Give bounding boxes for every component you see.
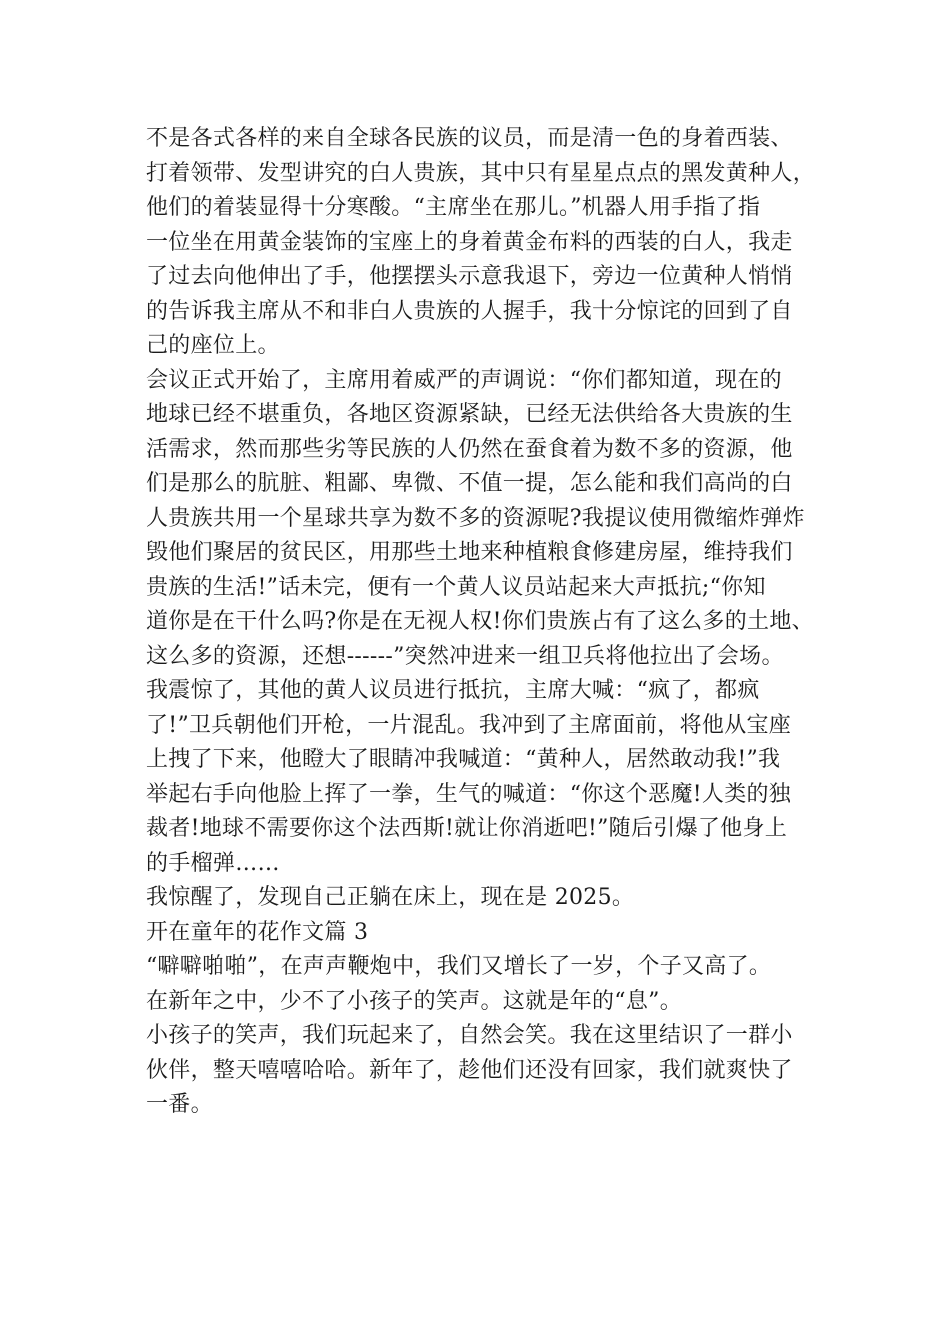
text-line: 这么多的资源，还想------”突然冲进来一组卫兵将他拉出了会场。: [146, 643, 784, 669]
text-line: 伙伴，整天嘻嘻哈哈。新年了，趁他们还没有回家，我们就爽快了: [146, 1057, 793, 1083]
text-line: 己的座位上。: [146, 333, 280, 358]
text-line: 的手榴弹……: [146, 850, 280, 876]
text-line: 不是各式各样的来自全球各民族的议员，而是清一色的身着西装、: [146, 126, 793, 151]
text-line: 裁者!地球不需要你这个法西斯!就让你消逝吧!”随后引爆了他身上: [146, 816, 788, 841]
text-line: 了过去向他伸出了手，他摆摆头示意我退下，旁边一位黄种人悄悄: [146, 264, 793, 289]
text-line: 活需求，然而那些劣等民族的人仍然在蚕食着为数不多的资源，他: [146, 436, 793, 462]
text-line: 我震惊了，其他的黄人议员进行抵抗，主席大喊：“疯了，都疯: [146, 678, 760, 703]
text-line: 地球已经不堪重负，各地区资源紧缺，已经无法供给各大贵族的生: [146, 402, 793, 427]
text-line: 毁他们聚居的贫民区，用那些土地来种植粮食修建房屋，维持我们: [146, 540, 793, 565]
body-text: [146, 122, 826, 1123]
text-line: 他们的着装显得十分寒酸。“主席坐在那儿。”机器人用手指了指: [146, 195, 761, 220]
text-line: 我惊醒了，发现自己正躺在床上，现在是 2025。: [146, 885, 635, 910]
text-line: 贵族的生活!”话未完，便有一个黄人议员站起来大声抵抗;“你知: [146, 574, 766, 600]
text-line: 的告诉我主席从不和非白人贵族的人握手，我十分惊诧的回到了自: [146, 298, 793, 324]
text-line: 一位坐在用黄金装饰的宝座上的身着黄金布料的西装的白人，我走: [146, 229, 793, 255]
text-line: “噼噼啪啪”，在声声鞭炮中，我们又增长了一岁，个子又高了。: [146, 954, 772, 979]
text-line: 会议正式开始了，主席用着威严的声调说：“你们都知道，现在的: [146, 367, 782, 393]
text-line: 人贵族共用一个星球共享为数不多的资源呢?我提议使用微缩炸弹炸: [146, 505, 805, 531]
text-line: 上拽了下来，他瞪大了眼睛冲我喊道：“黄种人，居然敢动我!”我: [146, 747, 781, 772]
text-line: 一番。: [146, 1092, 213, 1117]
text-line: 打着领带、发型讲究的白人贵族，其中只有星星点点的黑发黄种人，: [146, 160, 816, 186]
text-line: 小孩子的笑声，我们玩起来了，自然会笑。我在这里结识了一群小: [146, 1023, 793, 1048]
text-line: 们是那么的肮脏、粗鄙、卑微、不值一提，怎么能和我们高尚的白: [146, 471, 793, 496]
text-line: 在新年之中，少不了小孩子的笑声。这就是年的“息”。: [146, 988, 682, 1014]
text-line: 了!”卫兵朝他们开枪，一片混乱。我冲到了主席面前，将他从宝座: [146, 712, 792, 738]
text-line: 道你是在干什么吗?你是在无视人权!你们贵族占有了这么多的土地、: [146, 609, 814, 634]
section-heading: 开在童年的花作文篇 3: [146, 919, 369, 945]
text-line: 举起右手向他脸上挥了一拳，生气的喊道：“你这个恶魔!人类的独: [146, 781, 792, 807]
